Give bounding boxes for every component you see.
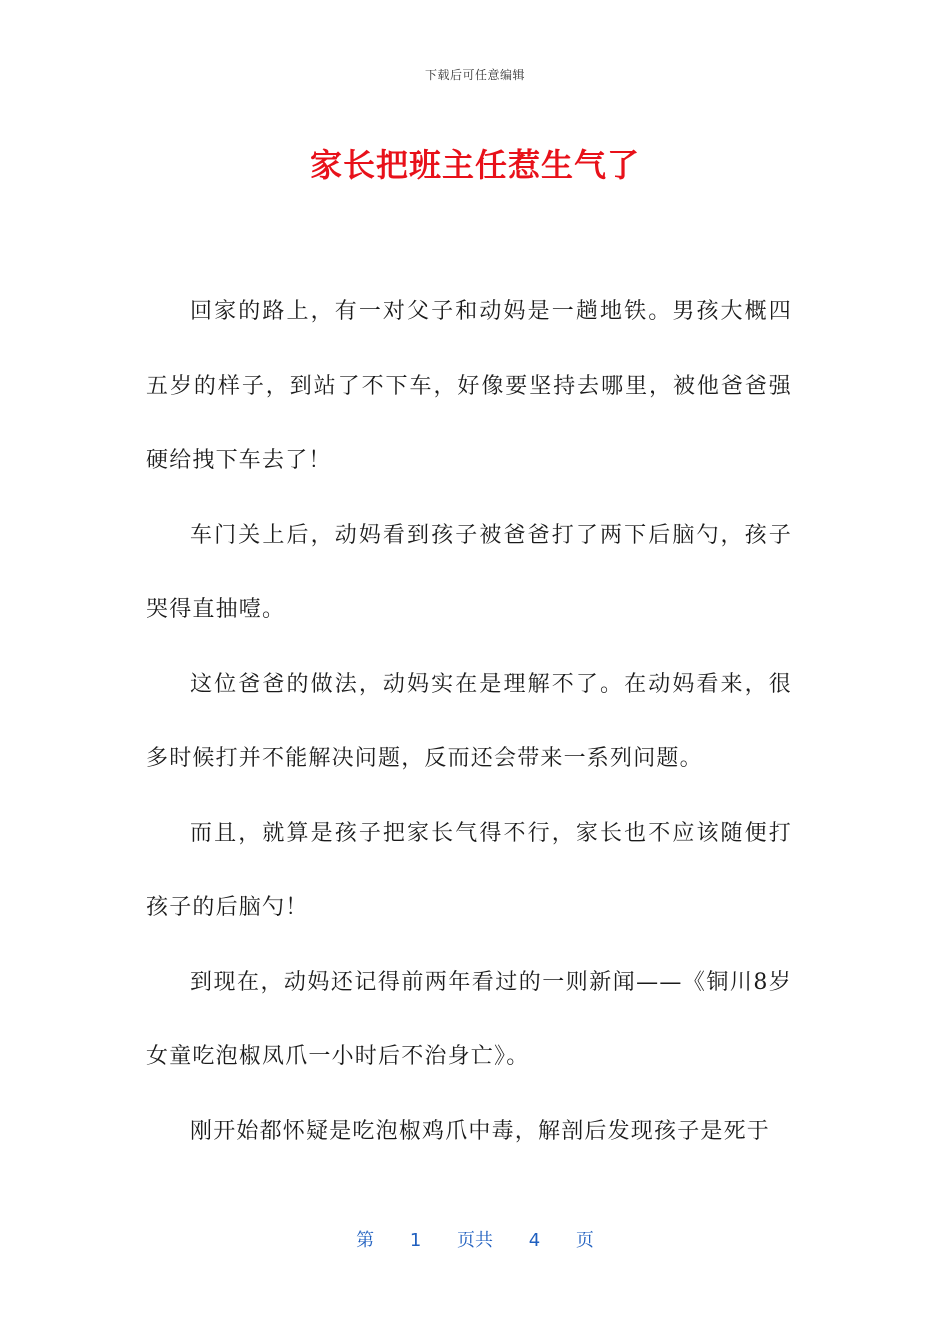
paragraph: 到现在，动妈还记得前两年看过的一则新闻——《铜川8岁女童吃泡椒凤爪一小时后不治身亡》。 [146,969,792,1069]
document-title: 家长把班主任惹生气了 [309,146,640,184]
paragraph: 车门关上后，动妈看到孩子被爸爸打了两下后脑勺，孩子哭得直抽噎。 [146,522,792,622]
paragraph: 而且，就算是孩子把家长气得不行，家长也不应该随便打孩子的后脑勺！ [146,820,792,920]
current-page-number: 1 [409,1230,422,1251]
footer-suffix: 页 [575,1230,594,1251]
page-footer [0,1226,950,1252]
paragraph: 回家的路上，有一对父子和动妈是一趟地铁。男孩大概四五岁的样子，到站了不下车，好像要坚持去哪里，被他爸爸强硬给拽下车去了！ [146,299,792,473]
paragraph: 刚开始都怀疑是吃泡椒鸡爪中毒，解剖后发现孩子是死于 [190,1118,771,1144]
paragraph: 这位爸爸的做法，动妈实在是理解不了。在动妈看来，很多时候打并不能解决问题，反而还会带来一系列问题。 [146,671,792,771]
header-note: 下载后可任意编辑 [424,68,525,82]
document-body [146,275,792,1169]
total-page-number: 4 [528,1230,541,1251]
footer-prefix: 第 [356,1230,375,1251]
footer-middle: 页共 [457,1230,493,1251]
